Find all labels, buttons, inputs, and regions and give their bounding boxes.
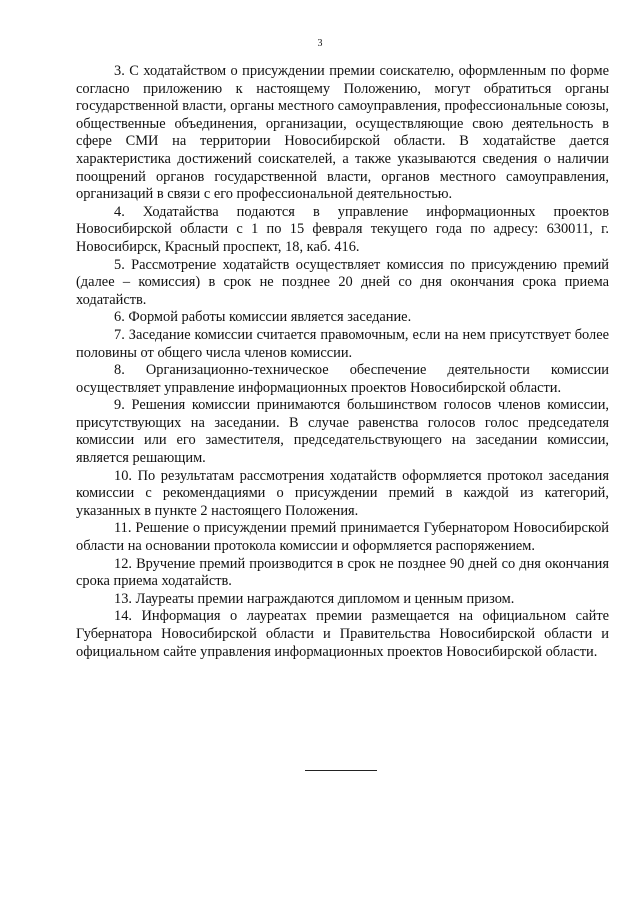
paragraph-item-4: 4. Ходатайства подаются в управление информационных проектов Новосибирской области с 1 по 15 февраля текущего года по адресу: 630011, г. Новосибирск, Красный проспект, 18, каб. 416. [76,203,609,255]
paragraph-item-14: 14. Информация о лауреатах премии размещается на официальном сайте Губернатора Новосибирской области и Правительства Новосибирской области и официальном сайте управления информационных проектов Новосибирской области. [76,608,609,660]
paragraph-item-10: 10. По результатам рассмотрения ходатайств оформляется протокол заседания комиссии с рекомендациями о присуждении премий в каждой из категорий, указанных в пункте 2 настоящего Положения. [76,467,609,519]
paragraph-item-5: 5. Рассмотрение ходатайств осуществляет комиссия по присуждению премий (далее – комиссия) в срок не позднее 20 дней со дня окончания срока приема ходатайств. [76,256,609,308]
paragraph-item-11: 11. Решение о присуждении премий принимается Губернатором Новосибирской области на основании протокола комиссии и оформляется распоряжением. [76,520,609,555]
paragraph-item-6: 6. Формой работы комиссии является заседание. [114,309,412,326]
end-divider-line [305,770,377,771]
paragraph-item-8: 8. Организационно-техническое обеспечение деятельности комиссии осуществляет управление информационных проектов Новосибирской области. [76,362,609,396]
paragraph-item-9: 9. Решения комиссии принимаются большинством голосов членов комиссии, присутствующих на заседании. В случае равенства голосов голос председателя комиссии или его заместителя, председательствующего на заседании комиссии, является решающим. [76,397,609,467]
page-number: 3 [317,38,323,49]
paragraph-item-3: 3. С ходатайством о присуждении премии соискателю, оформленным по форме согласно приложению к настоящему Положению, могут обратиться органы государственной власти, органы местного самоуправления, профессиональные союзы, общественные объединения, организации, осуществляющие свою деятельность в сфере СМИ на территории Новосибирской области. В ходатайстве дается характеристика достижений соискателей, а также указываются сведения о наличии поощрений органов государственной власти, органов местного самоуправления, организаций в связи с его профессиональной деятельностью. [76,63,609,203]
paragraph-item-13: 13. Лауреаты премии награждаются дипломом и ценным призом. [114,590,515,607]
document-body [76,63,609,661]
paragraph-item-12: 12. Вручение премий производится в срок не позднее 90 дней со дня окончания срока приема ходатайств. [76,555,609,590]
paragraph-item-7: 7. Заседание комиссии считается правомочным, если на нем присутствует более половины от общего числа членов комиссии. [76,326,609,361]
